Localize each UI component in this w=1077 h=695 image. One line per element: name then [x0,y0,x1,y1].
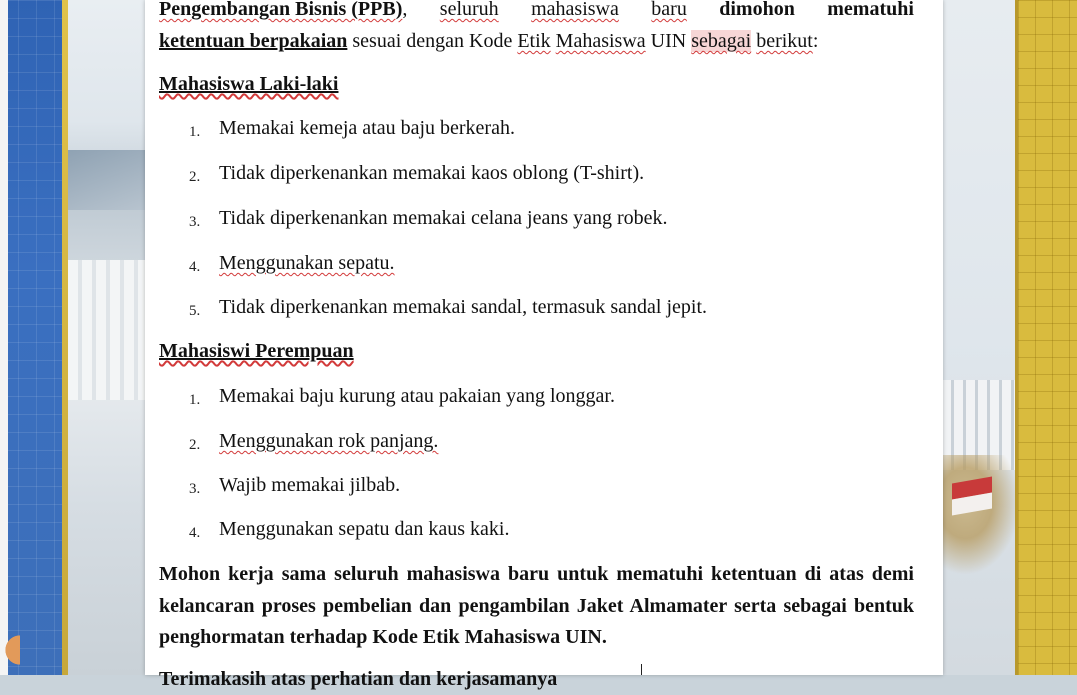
section-heading-male [159,68,338,100]
intro-fragment: berikut [756,30,813,52]
intro-line-2 [159,25,914,57]
list-number: 1. [189,124,201,140]
list-number: 1. [189,392,201,408]
intro-fragment: mematuhi [827,0,914,20]
list-text: Menggunakan sepatu. [219,252,395,274]
list-number: 2. [189,169,201,185]
intro-fragment: sesuai dengan Kode [347,30,518,52]
list-number: 5. [189,303,201,319]
building-wall [68,260,148,400]
right-gold-panel [1018,0,1077,675]
list-text: Tidak diperkenankan memakai sandal, termasuk sandal jepit. [219,296,708,318]
building-roof [68,150,148,210]
document-page[interactable] [145,0,943,690]
text-cursor [641,664,642,675]
list-text: Tidak diperkenankan memakai celana jeans yang robek. [219,207,668,229]
intro-fragment: ketentuan berpakaian [159,30,348,52]
list-text: Menggunakan sepatu dan kaus kaki. [219,518,510,540]
intro-fragment: mahasiswa [531,0,619,20]
list-number: 4. [189,525,201,541]
list-number: 2. [189,437,201,453]
list-number: 4. [189,259,201,275]
right-building-photo [942,0,1020,675]
intro-fragment: Mahasiswa [555,30,646,52]
list-text: Wajib memakai jilbab. [219,474,401,496]
left-building-photo [68,0,148,675]
intro-fragment: : [812,30,819,52]
left-white-stripe [0,0,8,675]
list-text: Tidak diperkenankan memakai kaos oblong (T-shirt). [219,162,645,184]
left-blue-panel [0,0,68,675]
intro-fragment: baru [651,0,687,20]
section-heading-female [159,335,354,367]
intro-fragment: dimohon [719,0,795,20]
intro-fragment: Etik [517,30,551,52]
intro-fragment: Pengembangan Bisnis (PPB), [159,0,408,20]
intro-fragment: sebagai [691,30,752,52]
intro-line-1 [159,0,914,25]
intro-fragment: UIN [645,30,692,52]
cutoff-line: Terimakasih atas perhatian dan kerjasamanya [159,668,558,690]
section-heading-text: Mahasiswi Perempuan [159,340,354,362]
intro-paragraph [159,0,914,57]
list-text: Menggunakan rok panjang. [219,430,439,452]
section-heading-text: Mahasiswa Laki-laki [159,73,339,95]
list-text: Memakai baju kurung atau pakaian yang longgar. [219,385,615,407]
intro-fragment: seluruh [439,0,499,20]
list-text: Memakai kemeja atau baju berkerah. [219,117,515,139]
list-number: 3. [189,481,201,497]
decorative-swirl [0,620,20,680]
closing-paragraph: Mohon kerja sama seluruh mahasiswa baru untuk mematuhi ketentuan di atas demi kelancaran proses pembelian dan pengambilan Jaket Almamater serta sebagai bentuk penghormatan terhadap Kode Etik Mahasiswa UIN. [159,563,914,648]
list-number: 3. [189,214,201,230]
